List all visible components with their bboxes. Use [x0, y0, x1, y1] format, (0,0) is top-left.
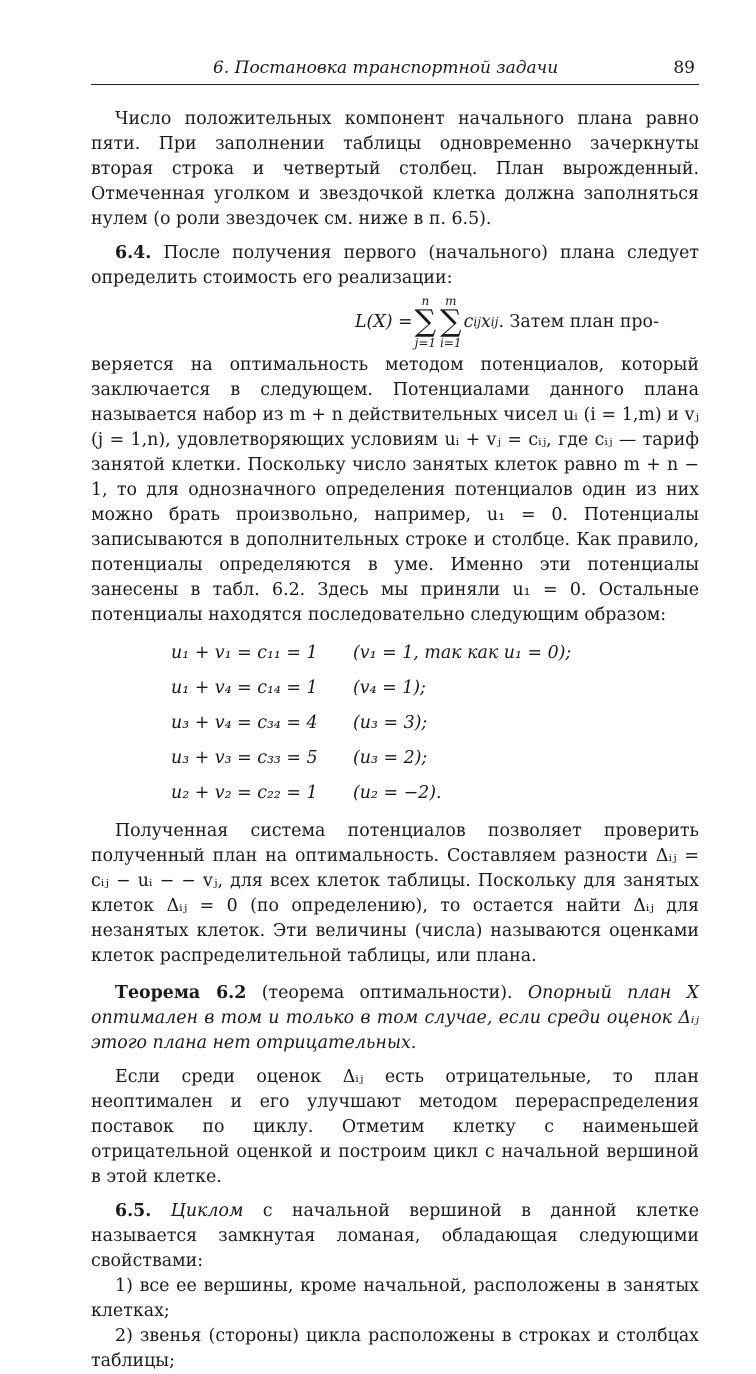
- sigma-symbol: ∑: [440, 304, 462, 339]
- equation-rhs: (u₃ = 3);: [353, 713, 428, 733]
- equation-row: [171, 671, 699, 706]
- formula-c: c: [463, 311, 474, 332]
- section-6-4: [91, 241, 699, 628]
- sigma-symbol: ∑: [414, 304, 437, 339]
- equation-rhs: (u₂ = −2).: [353, 783, 442, 803]
- theorem-6-2: [91, 981, 699, 1056]
- sum-i-lower: i=1: [440, 336, 462, 350]
- equation-lhs: u₁ + v₁ = c₁₁ = 1: [171, 643, 318, 663]
- sum-over-j: [415, 295, 436, 349]
- equation-rhs: (v₁ = 1, так как u₁ = 0);: [353, 643, 572, 663]
- sum-j-upper: n: [421, 294, 430, 308]
- formula-lhs: L(X) =: [355, 311, 413, 332]
- equation-lhs: u₃ + v₃ = c₃₃ = 5: [171, 748, 318, 768]
- theorem-statement: Опорный план X оптимален в том и только в том случае, если среди оценок Δᵢⱼ этого плана нет отрицательных.: [91, 983, 699, 1053]
- equation-row: [171, 706, 699, 741]
- running-title: 6. Постановка транспортной задачи: [213, 58, 559, 78]
- running-header: [91, 58, 699, 85]
- paragraph-plan-components: Число положительных компонент начального плана равно пяти. При заполнении таблицы одновременно зачеркнуты вторая строка и четвертый столбец. План вырожденный. Отмеченная уголком и звездочкой клетка должна заполняться нулем (о роли звездочек см. ниже в п. 6.5).: [91, 109, 699, 229]
- equation-row: [171, 741, 699, 776]
- potential-equations: [171, 636, 699, 811]
- cycle-term: Циклом: [170, 1201, 244, 1221]
- formula-c-sub: ij: [473, 314, 481, 329]
- section-6-5-text: с начальной вершиной в данной клетке называется замкнутая ломаная, обладающая следующими свойствами:: [91, 1201, 699, 1271]
- equation-rhs: (v₄ = 1);: [353, 678, 426, 698]
- cycle-property-2: 2) звенья (стороны) цикла расположены в строках и столбцах таблицы;: [91, 1326, 699, 1371]
- page-body: [91, 107, 699, 1374]
- page: [91, 58, 699, 1374]
- equation-row: [171, 636, 699, 671]
- section-number: 6.4.: [115, 243, 152, 263]
- paragraph-cycle-intro: Если среди оценок Δᵢⱼ есть отрицательные, то план неоптимален и его улучшают методом перераспределения поставок по циклу. Отметим клетку с наименьшей отрицательной оценкой и построим цикл с начальной вершиной в этой клетке.: [91, 1067, 699, 1187]
- theorem-label: Теорема 6.2: [115, 983, 247, 1003]
- section-number: 6.5.: [115, 1201, 152, 1221]
- sum-j-lower: j=1: [414, 336, 437, 350]
- equation-lhs: u₂ + v₂ = c₂₂ = 1: [171, 783, 318, 803]
- equation-rhs: (u₃ = 2);: [353, 748, 428, 768]
- paragraph-optimality-check: Полученная система потенциалов позволяет проверить полученный план на оптимальность. Составляем разности Δᵢⱼ = cᵢⱼ − uᵢ − − vⱼ, для всех клеток таблицы. Поскольку для занятых клеток Δᵢⱼ = 0 (по определению), то остается найти Δᵢⱼ для незанятых клеток. Эти величины (числа) называются оценками клеток распределительной таблицы, или плана.: [91, 821, 699, 966]
- cycle-property-1: 1) все ее вершины, кроме начальной, расположены в занятых клетках;: [91, 1276, 699, 1321]
- page-number: 89: [673, 58, 695, 78]
- section-6-5: [91, 1199, 699, 1374]
- formula-x-sub: ij: [490, 314, 499, 329]
- sum-i-upper: m: [445, 294, 457, 308]
- section-6-4-body: веряется на оптимальность методом потенциалов, который заключается в следующем. Потенциалами данного плана называется набор из m + n действительных чисел uᵢ (i = 1,m) и vⱼ (j = 1,n), удовлетворяющих условиям uᵢ + vⱼ = cᵢⱼ, где cᵢⱼ — тариф занятой клетки. Поскольку число занятых клеток равно m + n − 1, то для однозначного определения потенциалов один из них можно брать произвольно, например, u₁ = 0. Потенциалы записываются в дополнительных строке и столбце. Как правило, потенциалы определяются в уме. Именно эти потенциалы занесены в табл. 6.2. Здесь мы приняли u₁ = 0. Остальные потенциалы находятся последовательно следующим образом:: [91, 355, 699, 625]
- cost-formula: [91, 291, 699, 353]
- section-6-4-lead: [91, 241, 699, 291]
- equation-row: [171, 776, 699, 811]
- section-6-5-lead: [91, 1199, 699, 1274]
- formula-after: . Затем план про-: [498, 311, 659, 332]
- sum-over-i: [440, 295, 462, 349]
- equation-lhs: u₁ + v₄ = c₁₄ = 1: [171, 678, 318, 698]
- theorem-name: (теорема оптимальности).: [246, 983, 528, 1003]
- section-6-4-lead-text: После получения первого (начального) плана следует определить стоимость его реализации:: [91, 243, 699, 288]
- equation-lhs: u₃ + v₄ = c₃₄ = 4: [171, 713, 318, 733]
- formula-x: x: [480, 311, 491, 332]
